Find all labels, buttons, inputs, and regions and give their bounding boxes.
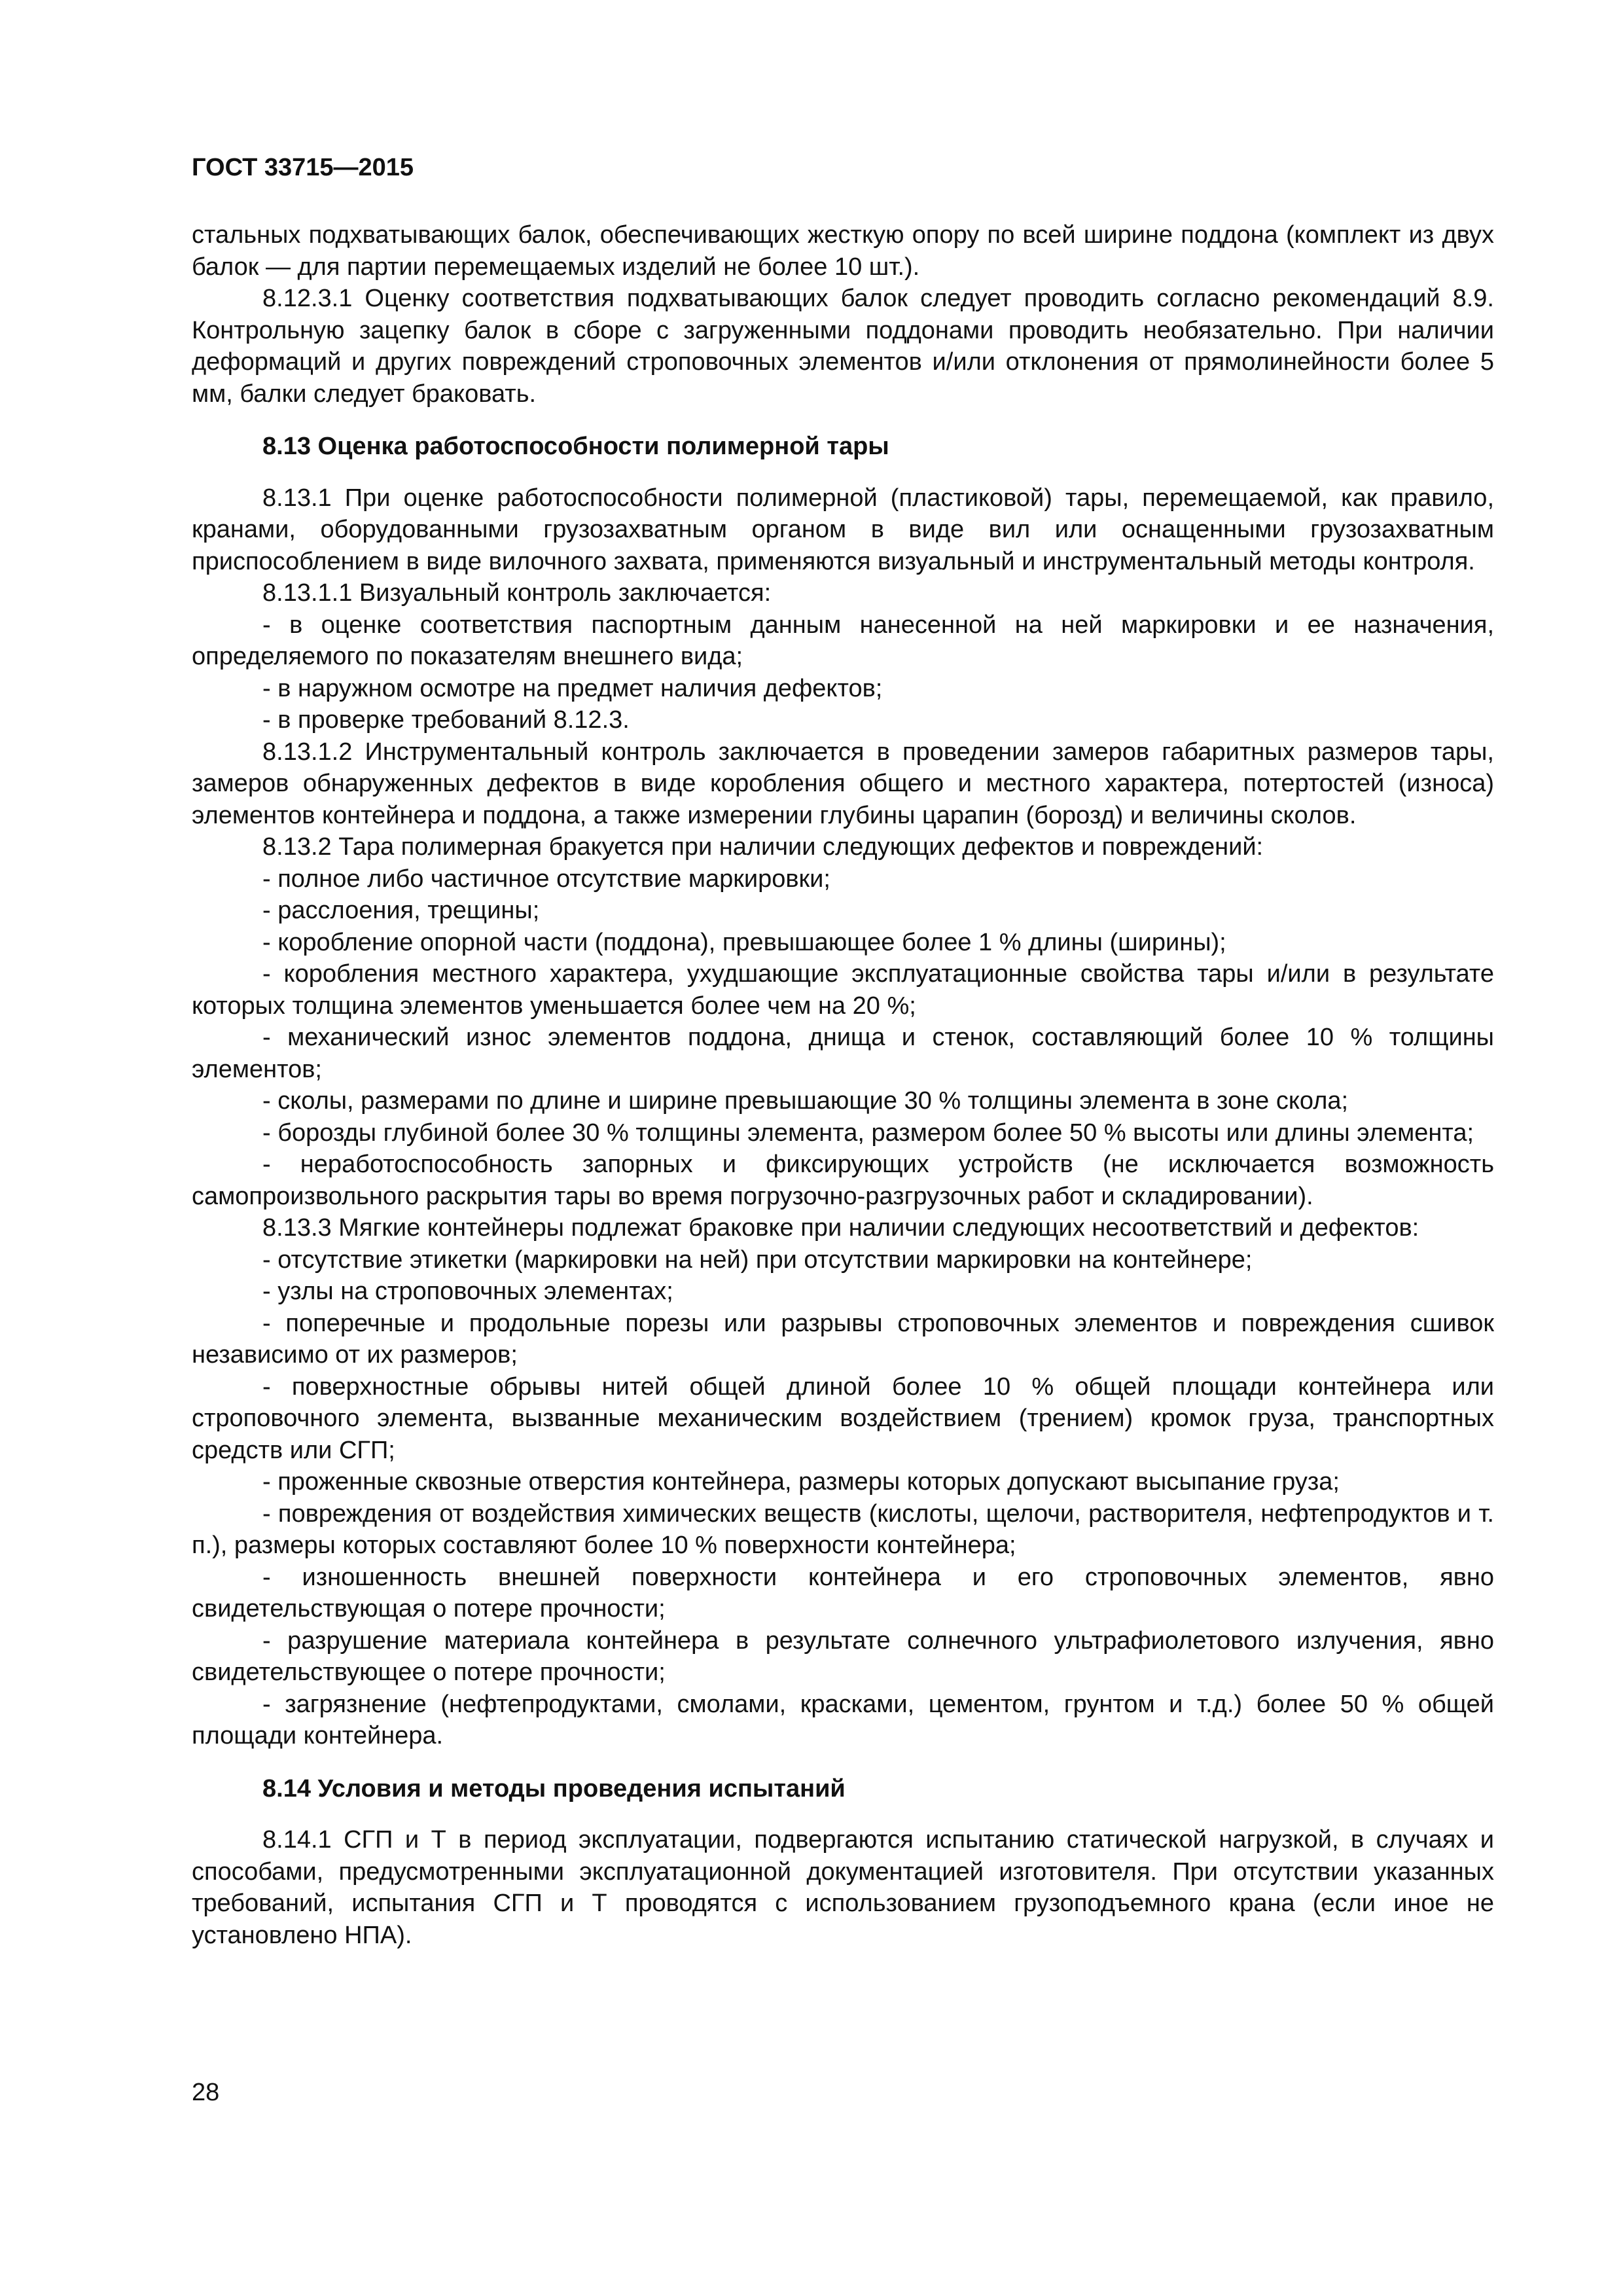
list-item: - механический износ элементов поддона, днища и стенок, составляющий более 10 % толщины элементов; xyxy=(192,1024,1494,1083)
list-item: - в проверке требований 8.12.3. xyxy=(262,706,630,734)
section-heading-8-14: 8.14 Условия и методы проведения испытаний xyxy=(262,1774,846,1803)
list-item: - разрушение материала контейнера в результате солнечного ультрафиолетового излучения, явно свидетельствующее о потере прочности; xyxy=(192,1626,1494,1686)
list-item: - коробления местного характера, ухудшающие эксплуатационные свойства тары и/или в результате которых толщина элементов уменьшается более чем на 20 %; xyxy=(192,960,1494,1020)
list-item: - поверхностные обрывы нитей общей длиной более 10 % общей площади контейнера или строповочного элемента, вызванные механическим воздействием (трением) кромок груза, транспортных средств или СГП; xyxy=(192,1372,1494,1464)
list-item: - полное либо частичное отсутствие маркировки; xyxy=(262,865,830,893)
standard-code-header: ГОСТ 33715—2015 xyxy=(192,154,414,181)
list-item: - неработоспособность запорных и фиксирующих устройств (не исключается возможность самопроизвольного раскрытия тары во время погрузочно-разгрузочных работ и складировании). xyxy=(192,1151,1494,1210)
document-page xyxy=(192,152,1494,1951)
paragraph-continuation: стальных подхватывающих балок, обеспечивающих жесткую опору по всей ширине поддона (комплект из двух балок — для партии перемещаемых изделий не более 10 шт.). xyxy=(192,221,1494,281)
paragraph-8-12-3-1: 8.12.3.1 Оценку соответствия подхватывающих балок следует проводить согласно рекомендаций 8.9. Контрольную зацепку балок в сборе с загруженными поддонами проводить необязательно. При наличии деформаций и других повреждений строповочных элементов и/или отклонения от прямолинейности более 5 мм, балки следует браковать. xyxy=(192,285,1494,408)
list-item: - в наружном осмотре на предмет наличия дефектов; xyxy=(262,674,883,702)
list-item: - расслоения, трещины; xyxy=(262,897,540,924)
paragraph-8-13-1-1: 8.13.1.1 Визуальный контроль заключается: xyxy=(262,579,772,607)
list-item: - изношенность внешней поверхности контейнера и его строповочных элементов, явно свидетельствующая о потере прочности; xyxy=(192,1563,1494,1623)
list-item: - проженные сквозные отверстия контейнера, размеры которых допускают высыпание груза; xyxy=(262,1468,1340,1496)
list-item: - узлы на строповочных элементах; xyxy=(262,1278,673,1305)
page-number: 28 xyxy=(192,2079,220,2106)
list-item: - борозды глубиной более 30 % толщины элемента, размером более 50 % высоты или длины элемента; xyxy=(262,1119,1474,1147)
paragraph-8-14-1: 8.14.1 СГП и Т в период эксплуатации, подвергаются испытанию статической нагрузкой, в случаях и способами, предусмотренными эксплуатационной документацией изготовителя. При отсутствии указанных требований, испытания СГП и Т проводятся с использованием грузоподъемного крана (если иное не установлено НПА). xyxy=(192,1826,1494,1949)
section-heading-8-13: 8.13 Оценка работоспособности полимерной тары xyxy=(262,433,889,460)
paragraph-8-13-1-2: 8.13.1.2 Инструментальный контроль заключается в проведении замеров габаритных размеров тары, замеров обнаруженных дефектов в виде коробления общего и местного характера, потертостей (износа) элементов контейнера и поддона, а также измерении глубины царапин (борозд) и величины сколов. xyxy=(192,738,1494,829)
list-item: - коробление опорной части (поддона), превышающее более 1 % длины (ширины); xyxy=(262,928,1226,956)
list-item: - загрязнение (нефтепродуктами, смолами, красками, цементом, грунтом и т.д.) более 50 % общей площади контейнера. xyxy=(192,1690,1494,1749)
list-item: - сколы, размерами по длине и ширине превышающие 30 % толщины элемента в зоне скола; xyxy=(262,1087,1349,1115)
paragraph-8-13-2: 8.13.2 Тара полимерная бракуется при наличии следующих дефектов и повреждений: xyxy=(262,833,1264,861)
list-item: - поперечные и продольные порезы или разрывы строповочных элементов и повреждения сшивок независимо от их размеров; xyxy=(192,1309,1494,1369)
list-item: - отсутствие этикетки (маркировки на ней) при отсутствии маркировки на контейнере; xyxy=(262,1246,1253,1274)
paragraph-8-13-3: 8.13.3 Мягкие контейнеры подлежат браковке при наличии следующих несоответствий и дефектов: xyxy=(262,1214,1419,1242)
list-item: - в оценке соответствия паспортным данным нанесенной на ней маркировки и ее назначения, определяемого по показателям внешнего вида; xyxy=(192,611,1494,670)
list-item: - повреждения от воздействия химических веществ (кислоты, щелочи, растворителя, нефтепродуктов и т. п.), размеры которых составляют более 10 % поверхности контейнера; xyxy=(192,1499,1494,1559)
document-body xyxy=(192,219,1494,1951)
paragraph-8-13-1: 8.13.1 При оценке работоспособности полимерной (пластиковой) тары, перемещаемой, как правило, кранами, оборудованными грузозахватным органом в виде вил или оснащенными грузозахватным приспособлением в виде вилочного захвата, применяются визуальный и инструментальный методы контроля. xyxy=(192,484,1494,575)
